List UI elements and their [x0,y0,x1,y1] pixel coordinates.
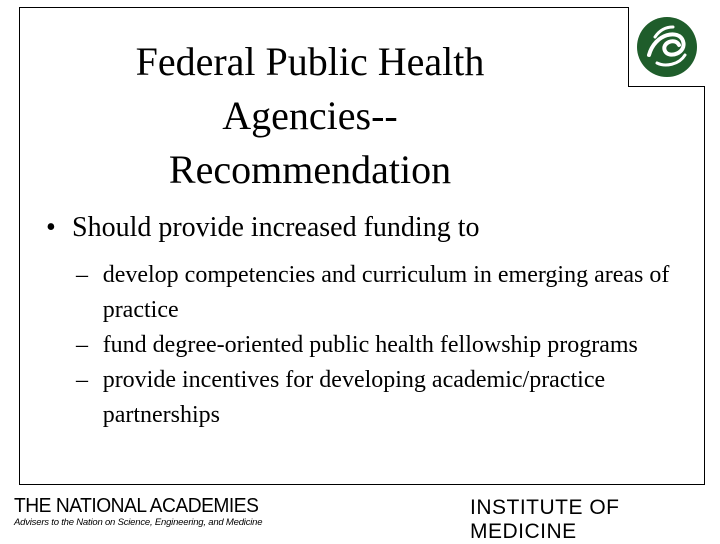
sub-bullet-marker: – [76,262,88,288]
bullet-item [46,210,676,246]
sub-bullet-marker: – [76,332,88,358]
title-line-2: Agencies-- [222,93,398,138]
iom-logo-icon [635,15,699,79]
institute-of-medicine-label: INSTITUTE OF MEDICINE [470,496,620,543]
title-line-1: Federal Public Health [135,39,485,84]
slide-title [60,35,560,197]
logo-box [628,7,705,87]
sub-bullet-text: develop competencies and curriculum in emerging areas of practice [102,262,670,323]
sub-bullet-item [76,328,676,363]
national-academies-title: THE NATIONAL ACADEMIES [14,495,259,517]
sub-bullet-item [76,363,676,433]
bullet-marker: • [46,212,56,243]
national-academies-logo [14,496,269,529]
bullet-text: Should provide increased funding to [72,212,480,243]
title-line-3: Recommendation [168,147,452,192]
national-academies-subtitle: Advisers to the Nation on Science, Engineering, and Medicine [14,517,263,528]
sub-bullet-item [76,258,676,328]
bullet-list [46,210,676,433]
sub-bullet-text: fund degree-oriented public health fellowship programs [102,332,638,358]
sub-bullet-text: provide incentives for developing academic/practice partnerships [102,367,606,428]
sub-bullet-marker: – [76,367,88,393]
